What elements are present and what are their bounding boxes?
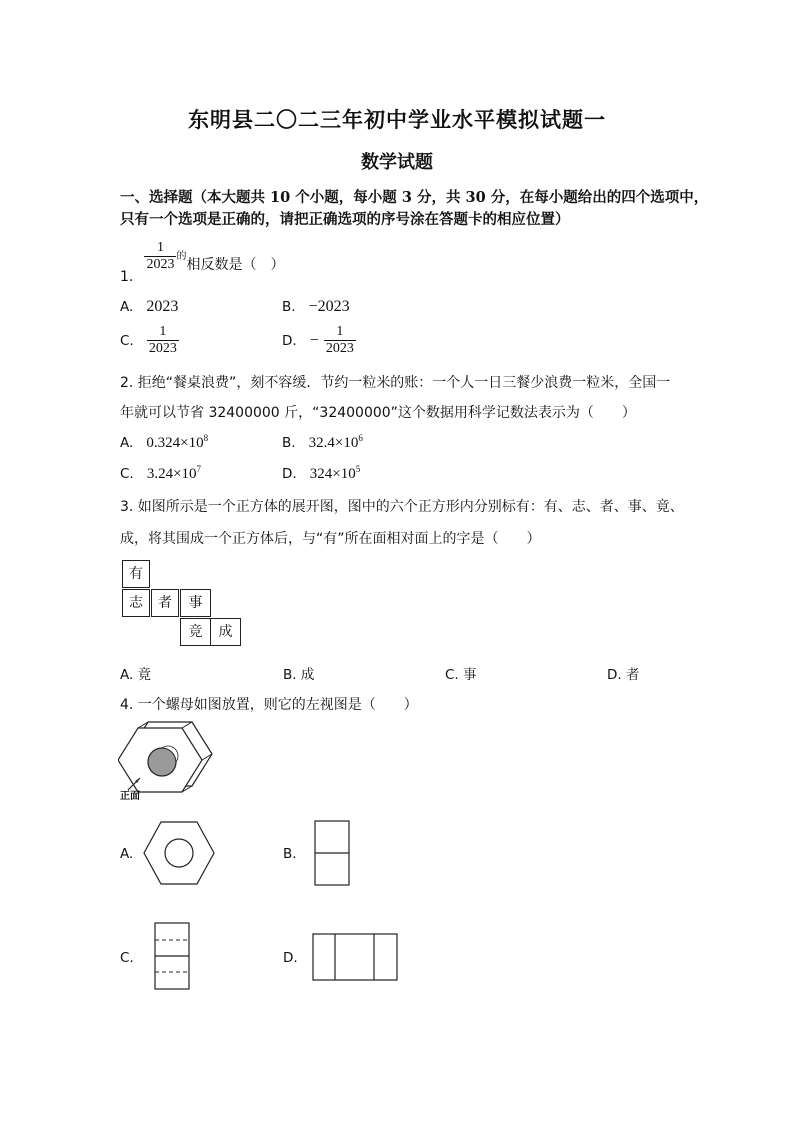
option-value: 竟 — [137, 667, 152, 683]
q4-option-a-label: A. — [120, 846, 134, 862]
option-label: A. — [120, 435, 134, 451]
option-value: 2023 — [146, 298, 179, 315]
q4-option-c-rect-dashed-view — [154, 922, 190, 990]
option-label: C. — [120, 333, 134, 349]
option-sign: − — [309, 331, 319, 349]
q1-stem — [120, 240, 285, 285]
net-cell-shi: 事 — [180, 589, 211, 617]
option-label: C. — [445, 667, 459, 683]
option-fraction — [147, 324, 179, 357]
option-base: 32.4×10 — [308, 435, 359, 451]
option-label: A. — [120, 299, 134, 315]
option-value: 者 — [625, 667, 640, 683]
section-heading-line2: 只有一个选项是正确的，请把正确选项的序号涂在答题卡的相应位置） — [120, 211, 570, 228]
q1-option-a — [120, 296, 178, 316]
option-value: −2023 — [308, 298, 350, 315]
q4-stem: 4. 一个螺母如图放置，则它的左视图是（ ） — [120, 697, 418, 713]
option-exp: 7 — [196, 464, 202, 474]
q1-option-b — [282, 296, 350, 316]
q1-fraction — [144, 240, 176, 273]
net-cell-you: 有 — [122, 560, 150, 588]
q1-number: 1. — [120, 269, 134, 285]
q1-frac-suffix: 的 — [176, 251, 187, 262]
option-label: D. — [607, 667, 622, 683]
front-label: 正面 — [120, 791, 140, 802]
q1-frac-den: 2023 — [146, 257, 175, 272]
option-exp: 6 — [358, 433, 363, 443]
q3-option-a — [120, 663, 151, 683]
frac-den: 2023 — [148, 341, 177, 356]
option-fraction — [324, 324, 356, 357]
q2-option-d — [282, 463, 360, 483]
q4-option-a-hexagon-view — [142, 820, 216, 886]
q4-option-d-label: D. — [283, 950, 298, 966]
option-label: B. — [283, 667, 297, 683]
q2-option-a — [120, 432, 208, 452]
frac-den: 2023 — [325, 341, 354, 356]
option-base: 324×10 — [309, 466, 356, 482]
option-base: 3.24×10 — [146, 466, 197, 482]
option-exp: 8 — [203, 433, 209, 443]
page-title: 东明县二〇二三年初中学业水平模拟试题一 — [188, 107, 606, 132]
q3-line1: 3. 如图所示是一个正方体的展开图，图中的六个正方形内分别标有：有、志、者、事、竟、 — [120, 499, 684, 515]
q4-option-b-rect-view — [314, 820, 350, 886]
q3-option-d — [607, 663, 639, 683]
frac-num: 1 — [159, 324, 167, 339]
q2-option-c — [120, 463, 201, 483]
option-label: A. — [120, 667, 134, 683]
q4-option-b-label: B. — [283, 846, 297, 862]
q2-line1: 2. 拒绝“餐桌浪费”，刻不容缓．节约一粒米的账：一个人一日三餐少浪费一粒米，全国一 — [120, 375, 671, 391]
q1-option-d — [282, 324, 356, 357]
net-cell-zhi: 志 — [122, 589, 150, 617]
q4-option-d-wide-rect-view — [312, 933, 398, 981]
frac-num: 1 — [336, 324, 344, 339]
q1-option-c — [120, 324, 179, 357]
option-label: C. — [120, 466, 134, 482]
option-label: B. — [282, 435, 296, 451]
q2-line2: 年就可以节省 32400000 斤，“32400000”这个数据用科学记数法表示为（ ） — [120, 405, 636, 421]
net-cell-cheng: 成 — [210, 618, 241, 646]
section-heading-line1: 一、选择题（本大题共 10 个小题，每小题 3 分，共 30 分，在每小题给出的四个选项中， — [120, 189, 709, 206]
option-label: D. — [282, 333, 297, 349]
q3-line2: 成，将其围成一个正方体后，与“有”所在面相对面上的字是（ ） — [120, 531, 541, 547]
option-base: 0.324×10 — [146, 435, 204, 451]
page-subtitle: 数学试题 — [361, 152, 433, 173]
option-value: 事 — [463, 667, 477, 683]
option-label: D. — [282, 466, 297, 482]
q4-option-c-label: C. — [120, 950, 134, 966]
option-value: 成 — [300, 667, 315, 683]
q1-frac-num: 1 — [156, 240, 164, 255]
q1-text: 相反数是（ ） — [186, 257, 285, 273]
q3-option-b — [283, 663, 314, 683]
q2-option-b — [282, 432, 363, 452]
option-label: B. — [282, 299, 296, 315]
option-exp: 5 — [355, 464, 361, 474]
net-cell-jing: 竞 — [180, 618, 211, 646]
net-cell-zhe: 者 — [151, 589, 179, 617]
q3-option-c — [445, 663, 477, 683]
